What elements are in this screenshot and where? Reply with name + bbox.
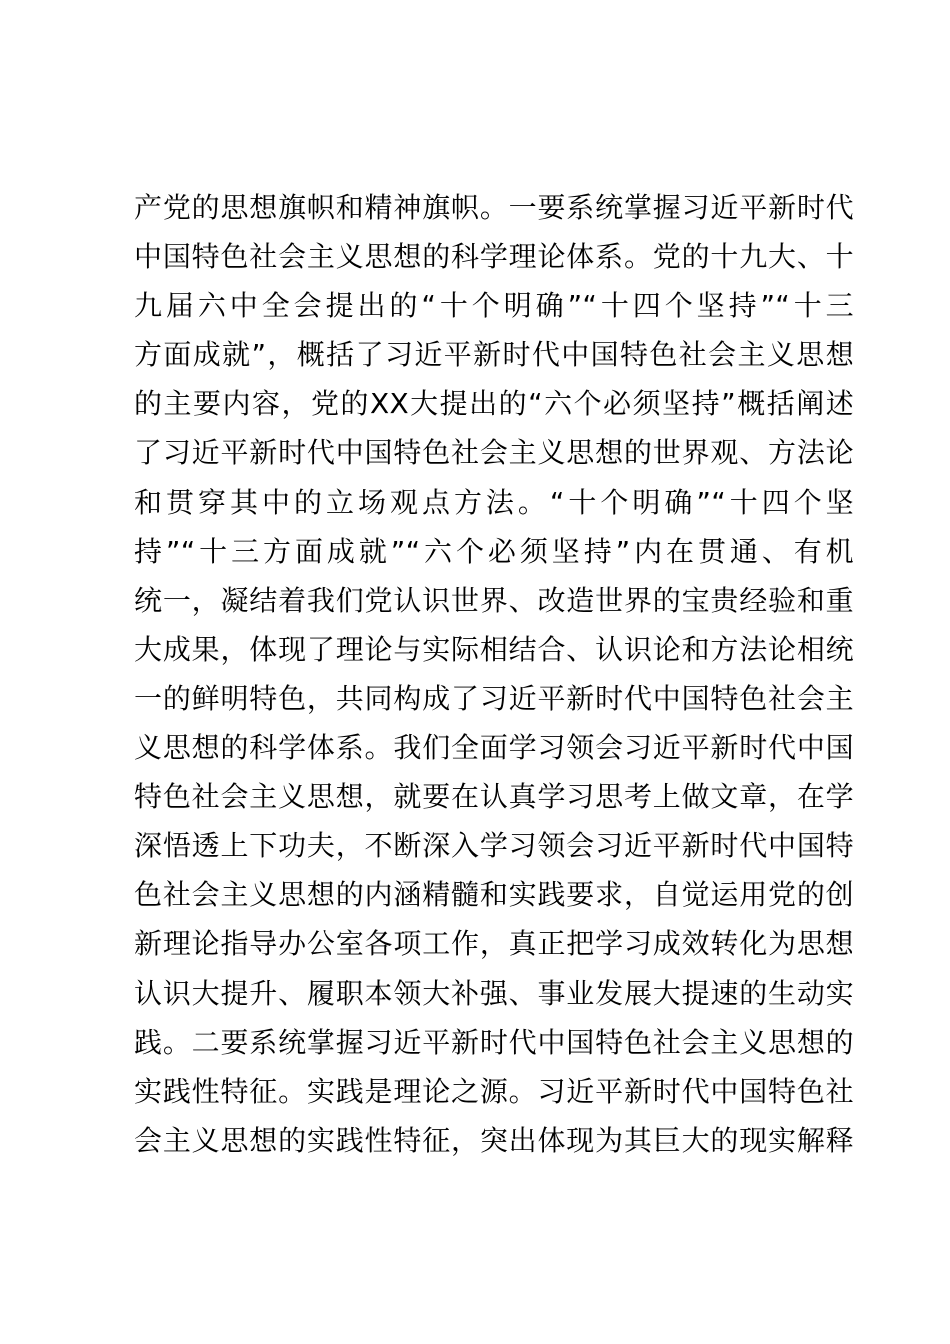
text-line-2: 中国特色社会主义思想的科学理论体系。党的十九大、十 (134, 240, 854, 274)
text-line-5: 的主要内容，党的XX大提出的“六个必须坚持”概括阐述 (134, 387, 854, 421)
text-line-15: 色社会主义思想的内涵精髓和实践要求，自觉运用党的创 (134, 878, 854, 912)
text-line-9: 统一，凝结着我们党认识世界、改造世界的宝贵经验和重 (134, 583, 854, 617)
text-line-4: 方面成就”，概括了习近平新时代中国特色社会主义思想 (134, 338, 854, 372)
text-line-18: 践。二要系统掌握习近平新时代中国特色社会主义思想的 (134, 1025, 854, 1059)
text-line-17: 认识大提升、履职本领大补强、事业发展大提速的生动实 (134, 976, 854, 1010)
text-line-11: 一的鲜明特色，共同构成了习近平新时代中国特色社会主 (134, 681, 854, 715)
text-line-16: 新理论指导办公室各项工作，真正把学习成效转化为思想 (134, 927, 854, 961)
text-line-10: 大成果，体现了理论与实际相结合、认识论和方法论相统 (134, 632, 854, 666)
text-line-19: 实践性特征。实践是理论之源。习近平新时代中国特色社 (134, 1074, 854, 1108)
text-line-1: 产党的思想旗帜和精神旗帜。一要系统掌握习近平新时代 (134, 191, 854, 224)
text-line-14: 深悟透上下功夫，不断深入学习领会习近平新时代中国特 (134, 829, 854, 863)
text-line-12: 义思想的科学体系。我们全面学习领会习近平新时代中国 (134, 731, 854, 765)
text-line-7: 和贯穿其中的立场观点方法。“十个明确”“十四个坚 (134, 485, 854, 519)
text-line-3: 九届六中全会提出的“十个明确”“十四个坚持”“十三 (134, 289, 854, 323)
text-line-6: 了习近平新时代中国特色社会主义思想的世界观、方法论 (134, 436, 854, 470)
body-paragraph (134, 183, 854, 1165)
text-line-13: 特色社会主义思想，就要在认真学习思考上做文章，在学 (134, 780, 854, 814)
text-line-8: 持”“十三方面成就”“六个必须坚持”内在贯通、有机 (134, 534, 854, 568)
text-line-20: 会主义思想的实践性特征，突出体现为其巨大的现实解释 (134, 1123, 854, 1157)
